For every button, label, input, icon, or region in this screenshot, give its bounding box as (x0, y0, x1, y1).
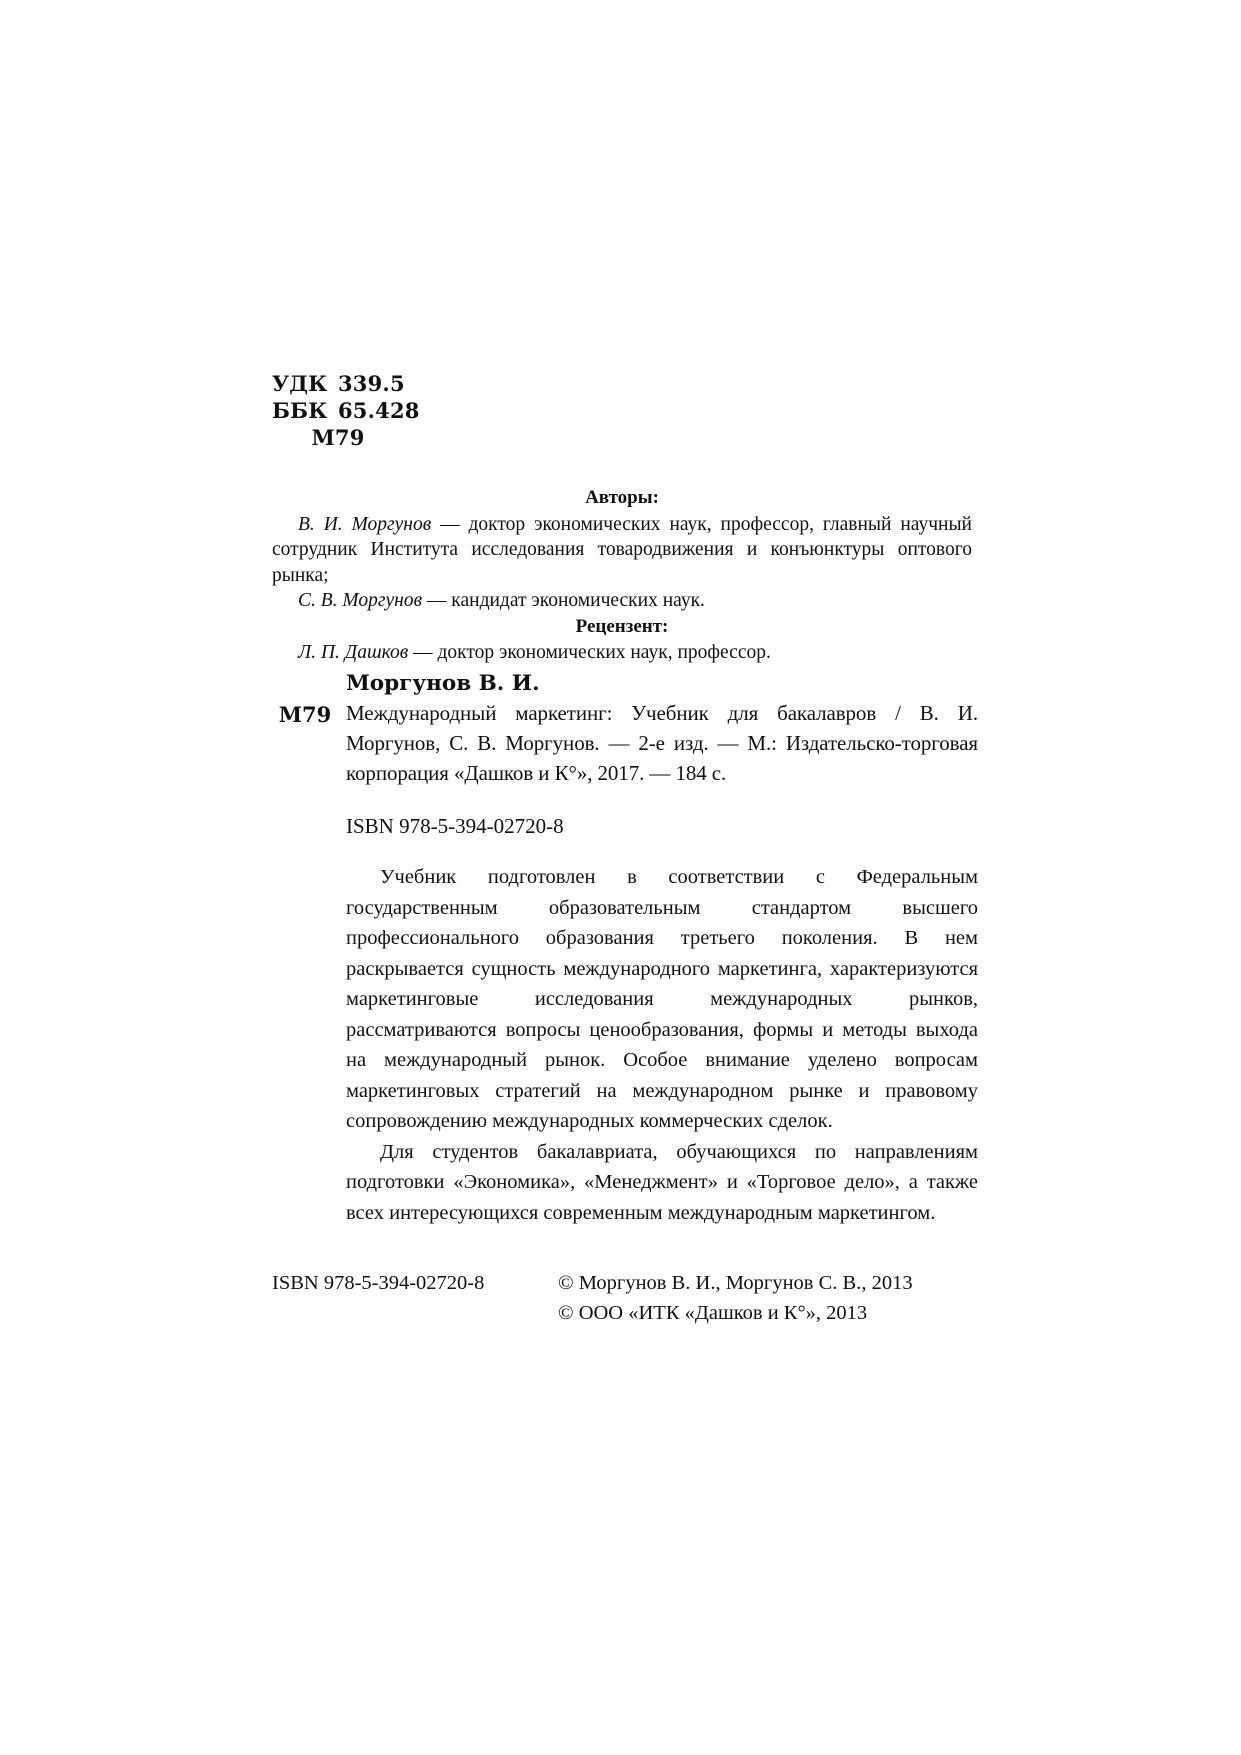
classification-block (272, 370, 420, 451)
author-1-text: — доктор экономических наук, профессор, главный научный сотрудник Института исследования товародвижения и конъюнктуры оптового рынка; (272, 513, 972, 586)
udk-label: УДК (272, 371, 328, 396)
udk-row (272, 370, 420, 397)
reviewer-heading: Рецензент: (575, 615, 669, 637)
credits-block (272, 485, 972, 666)
annotation-paragraph-2: Для студентов бакалавриата, обучающихся по направлениям подготовки «Экономика», «Менеджмент» и «Торговое дело», а также всех интересующихся современным международным маркетингом. (346, 1140, 978, 1224)
bbk-row (272, 397, 420, 424)
footer-copyright-publisher: © ООО «ИТК «Дашков и К°», 2013 (558, 1302, 868, 1324)
footer-line-2 (272, 1298, 978, 1328)
bbk-value: 65.428 (338, 398, 420, 423)
biblio-description: Международный маркетинг: Учебник для бакалавров / В. И. Моргунов, С. В. Моргунов. — 2-е изд. — М.: Издательско-торговая корпорация «Дашков и К°», 2017. — 184 с. (346, 701, 978, 785)
reviewer-entry (272, 640, 972, 666)
footer-isbn: ISBN 978-5-394-02720-8 (272, 1272, 485, 1294)
biblio-isbn: ISBN 978-5-394-02720-8 (346, 814, 564, 838)
bbk-label: ББК (272, 398, 328, 423)
biblio-block (272, 670, 978, 1228)
reviewer-name: Л. П. Дашков (298, 642, 409, 663)
annotation-paragraph-1: Учебник подготовлен в соответствии с Федеральным государственным образовательным стандартом высшего профессионального образования третьего поколения. В нем раскрывается сущность международного маркетинга, характеризуются маркетинговые исследования международных рынков, рассматриваются вопросы ценообразования, формы и методы выхода на международный рынок. Особое внимание уделено вопросам маркетинговых стратегий на международном рынке и правовому сопровождению международных коммерческих сделок. (346, 866, 978, 1132)
udk-value: 339.5 (338, 371, 405, 396)
footer-spacer (272, 1298, 558, 1328)
footer-copyright-authors: © Моргунов В. И., Моргунов С. В., 2013 (558, 1272, 913, 1294)
footer-line-1 (272, 1268, 978, 1298)
authors-heading: Авторы: (585, 487, 659, 508)
author-entry-2 (272, 588, 972, 614)
reviewer-text: — доктор экономических наук, профессор. (408, 642, 771, 663)
biblio-side-code: М79 (278, 702, 332, 727)
annotation-block (346, 862, 978, 1228)
author-2-name: С. В. Моргунов (298, 590, 423, 611)
classification-code: М79 (311, 425, 365, 450)
author-2-text: — кандидат экономических наук. (422, 590, 705, 611)
author-1-name: В. И. Моргунов (298, 513, 432, 535)
author-entry-1 (272, 512, 972, 589)
biblio-author: Моргунов В. И. (346, 671, 540, 696)
footer-block (272, 1268, 978, 1328)
